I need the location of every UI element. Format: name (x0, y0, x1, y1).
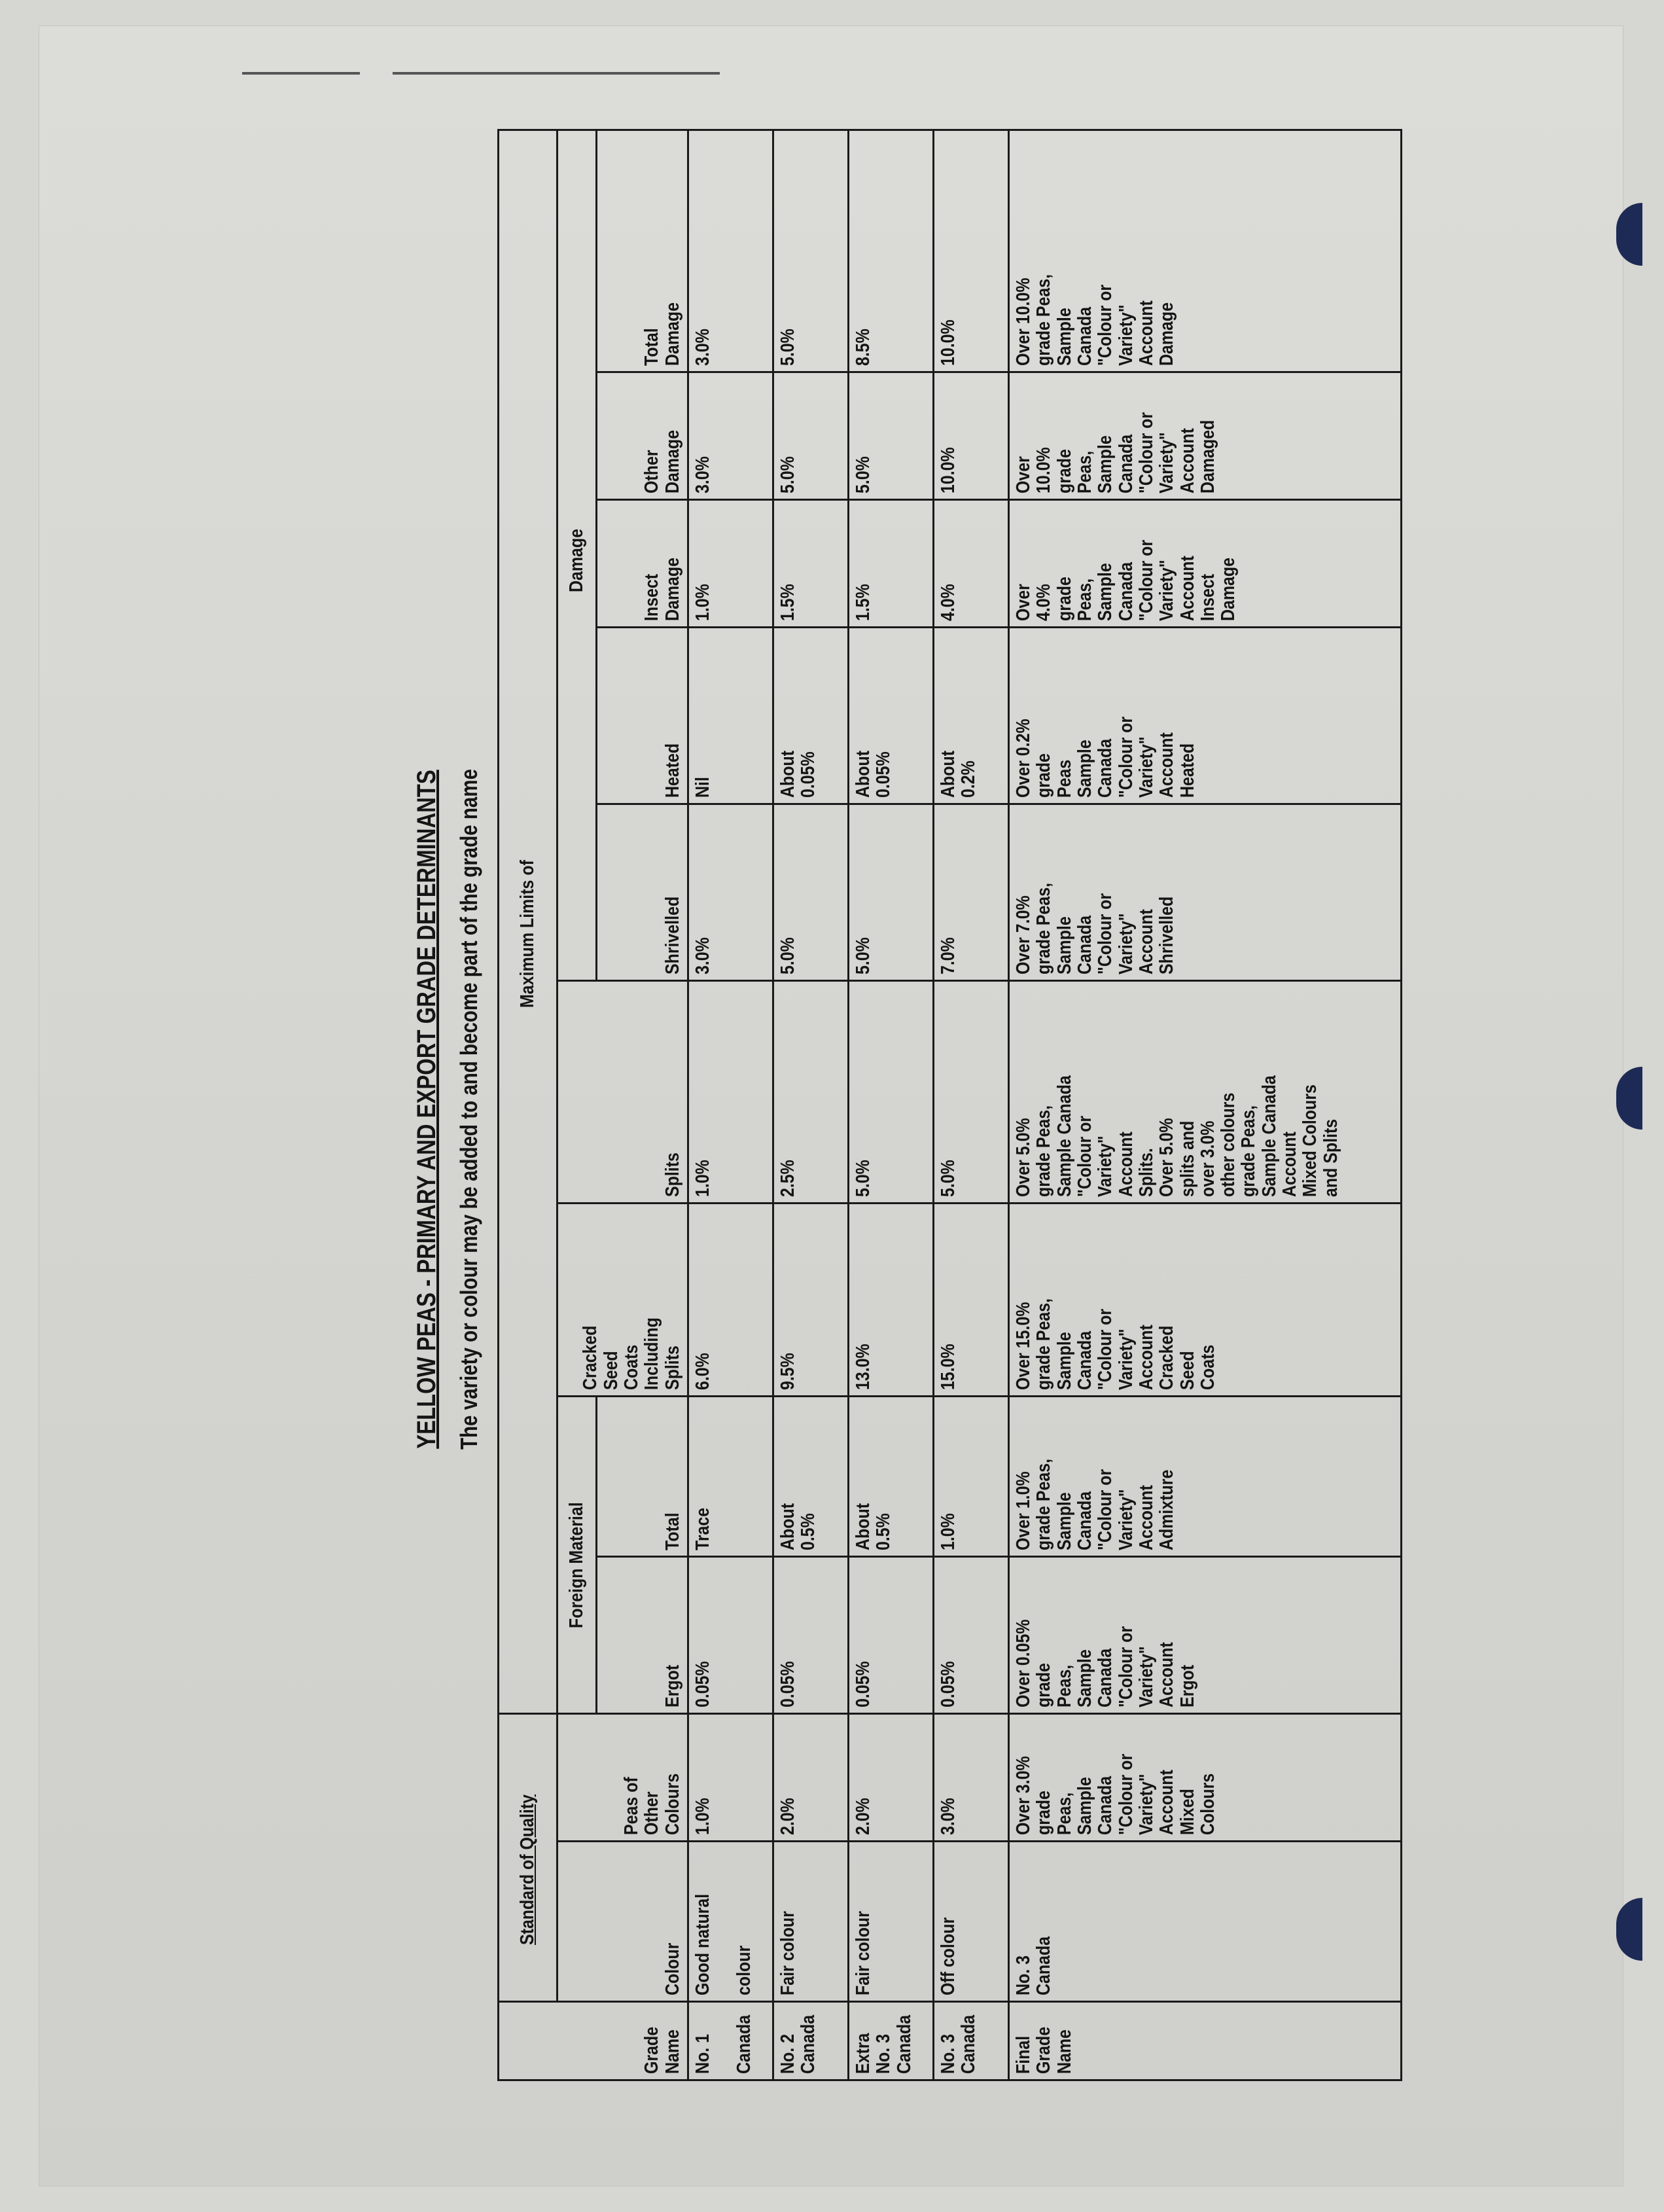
cell-other-colours: Over 3.0% grade Peas, Sample Canada "Colour or Variety" Account Mixed Colours (1009, 1713, 1402, 1841)
header-peas-other-colours: Peas of Other Colours (558, 1713, 688, 1841)
cell-other-colours: 3.0% (934, 1713, 1009, 1841)
cell-shrivelled: 3.0% (688, 804, 773, 980)
cell-shrivelled: 5.0% (773, 804, 849, 980)
cell-insect: 4.0% (934, 499, 1009, 627)
header-colour: Colour (558, 1842, 688, 2002)
table-row (773, 130, 849, 2080)
cell-other-damage: 10.0% (934, 372, 1009, 499)
grade-determinants-sheet (399, 98, 1531, 2120)
cell-heated: About 0.05% (849, 627, 934, 804)
cell-total-damage: Over 10.0% grade Peas, Sample Canada "Colour or Variety" Account Damage (1009, 130, 1402, 372)
cell-colour: Good natural colour (688, 1842, 773, 2002)
cell-total-damage: 8.5% (849, 130, 934, 372)
cell-other-damage: 5.0% (773, 372, 849, 499)
cell-heated: About 0.05% (773, 627, 849, 804)
header-insect-damage: Insect Damage (597, 499, 688, 627)
cell-shrivelled: 5.0% (849, 804, 934, 980)
cell-cracked: 13.0% (849, 1203, 934, 1396)
cell-heated: Nil (688, 627, 773, 804)
cell-splits: 1.0% (688, 980, 773, 1203)
cell-other-damage: 3.0% (688, 372, 773, 499)
cell-grade: No. 1 Canada (688, 2002, 773, 2080)
cell-cracked: 9.5% (773, 1203, 849, 1396)
scan-rule (393, 72, 720, 75)
cell-heated: Over 0.2% grade Peas Sample Canada "Colour or Variety" Account Heated (1009, 627, 1402, 804)
cell-other-colours: 2.0% (773, 1713, 849, 1841)
cell-ergot: Over 0.05% grade Peas, Sample Canada "Colour or Variety" Account Ergot (1009, 1556, 1402, 1713)
cell-ergot: 0.05% (773, 1556, 849, 1713)
header-shrivelled: Shrivelled (597, 804, 688, 980)
cell-splits: 2.5% (773, 980, 849, 1203)
cell-total-damage: 3.0% (688, 130, 773, 372)
cell-cracked: Over 15.0% grade Peas, Sample Canada "Colour or Variety" Account Cracked Seed Coats (1009, 1203, 1402, 1396)
cell-total: About 0.5% (849, 1396, 934, 1556)
cell-shrivelled: 7.0% (934, 804, 1009, 980)
cell-total: Over 1.0% grade Peas, Sample Canada "Colour or Variety" Account Admixture (1009, 1396, 1402, 1556)
cell-total-damage: 10.0% (934, 130, 1009, 372)
cell-splits: Over 5.0% grade Peas, Sample Canada "Colour or Variety" Account Splits. Over 5.0% splits and over 3.0% other colours grade Peas, Sample Canada Account Mixed Colours and Splits (1009, 980, 1402, 1203)
header-splits: Splits (558, 980, 688, 1203)
cell-insect: 1.5% (849, 499, 934, 627)
header-total-damage: Total Damage (597, 130, 688, 372)
cell-splits: 5.0% (849, 980, 934, 1203)
cell-cracked: 15.0% (934, 1203, 1009, 1396)
cell-other-colours: 2.0% (849, 1713, 934, 1841)
cell-insect: 1.0% (688, 499, 773, 627)
cell-shrivelled: Over 7.0% grade Peas, Sample Canada "Colour or Variety" Account Shrivelled (1009, 804, 1402, 980)
page-subtitle: The variety or colour may be added to and become part of the grade name (455, 769, 482, 1450)
cell-grade: No. 3 Canada (934, 2002, 1009, 2080)
cell-other-colours: 1.0% (688, 1713, 773, 1841)
cell-total-damage: 5.0% (773, 130, 849, 372)
cell-grade: Final Grade Name (1009, 2002, 1402, 2080)
cell-heated: About 0.2% (934, 627, 1009, 804)
header-maximum-limits: Maximum Limits of (499, 130, 558, 1713)
scan-rule (242, 72, 360, 75)
cell-grade: Extra No. 3 Canada (849, 2002, 934, 2080)
cell-total: About 0.5% (773, 1396, 849, 1556)
cell-cracked: 6.0% (688, 1203, 773, 1396)
cell-ergot: 0.05% (934, 1556, 1009, 1713)
table-row (1009, 130, 1402, 2080)
header-foreign-material: Foreign Material (558, 1396, 597, 1713)
cell-total: 1.0% (934, 1396, 1009, 1556)
header-damage: Damage (558, 130, 597, 980)
cell-ergot: 0.05% (688, 1556, 773, 1713)
header-ergot: Ergot (597, 1556, 688, 1713)
cell-colour: Fair colour (849, 1842, 934, 2002)
cell-other-damage: 5.0% (849, 372, 934, 499)
grade-table (497, 129, 1402, 2081)
header-other-damage: Other Damage (597, 372, 688, 499)
cell-ergot: 0.05% (849, 1556, 934, 1713)
cell-insect: Over 4.0% grade Peas, Sample Canada "Colour or Variety" Account Insect Damage (1009, 499, 1402, 627)
cell-insect: 1.5% (773, 499, 849, 627)
header-total: Total (597, 1396, 688, 1556)
header-cracked-seed-coats: Cracked Seed Coats Including Splits (558, 1203, 688, 1396)
table-row (688, 130, 773, 2080)
header-standard-of-quality: Standard of Quality (499, 1713, 558, 2001)
cell-colour: Off colour (934, 1842, 1009, 2002)
table-row (934, 130, 1009, 2080)
cell-colour: No. 3 Canada (1009, 1842, 1402, 2002)
cell-total: Trace (688, 1396, 773, 1556)
header-heated: Heated (597, 627, 688, 804)
header-grade-name: Grade Name (499, 2002, 688, 2080)
table-row (849, 130, 934, 2080)
cell-other-damage: Over 10.0% grade Peas, Sample Canada "Colour or Variety" Account Damaged (1009, 372, 1402, 499)
cell-splits: 5.0% (934, 980, 1009, 1203)
cell-grade: No. 2 Canada (773, 2002, 849, 2080)
cell-colour: Fair colour (773, 1842, 849, 2002)
page-title: YELLOW PEAS - PRIMARY AND EXPORT GRADE DETERMINANTS (412, 770, 441, 1449)
